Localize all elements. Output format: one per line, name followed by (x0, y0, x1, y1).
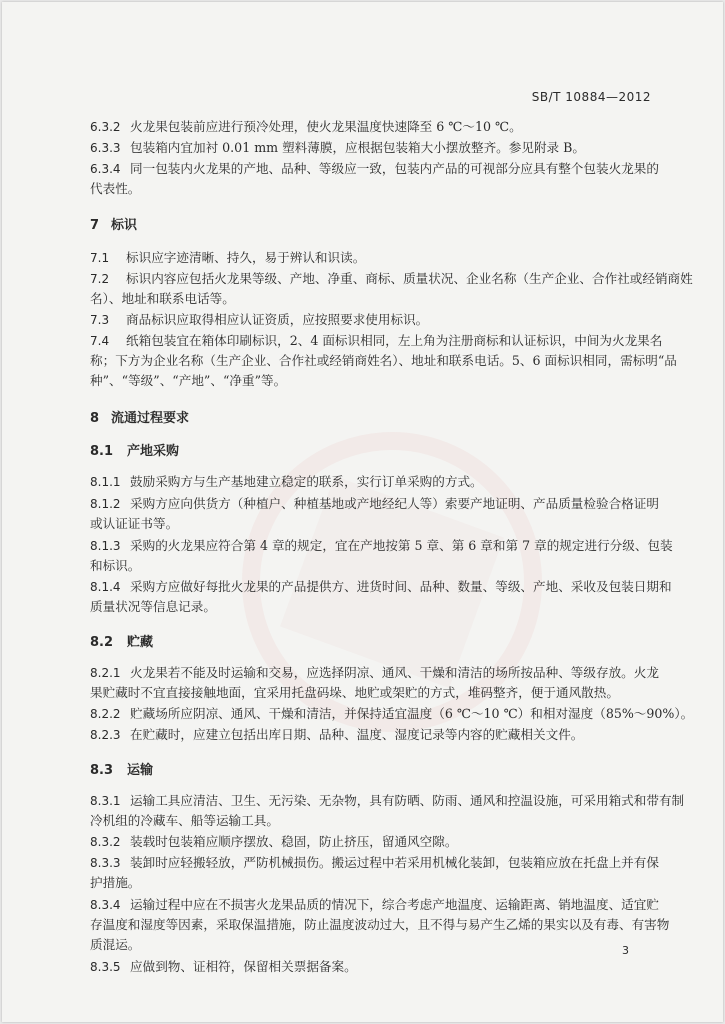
clause-text: 鼓励采购方与生产基地建立稳定的联系，实行订单采购的方式。 (130, 474, 483, 489)
clause-text: 质量状况等信息记录。 (90, 599, 216, 614)
clause-8-1-2-cont (90, 515, 178, 533)
clause-number: 8.3.5 (90, 960, 121, 974)
clause-6-3-2 (90, 118, 522, 136)
clause-text: 采购的火龙果应符合第 4 章的规定，宜在产地按第 5 章、第 6 章和第 7 章的规定进行分级、包装 (130, 538, 673, 553)
clause-7-4-cont2 (90, 372, 286, 390)
clause-8-1-3-cont (90, 557, 140, 575)
clause-8-3-1 (90, 792, 684, 810)
clause-8-2-2 (90, 705, 693, 723)
clause-text: 采购方应做好每批火龙果的产品提供方、进货时间、品种、数量、等级、产地、采收及包装日期和 (130, 579, 672, 594)
clause-text: 种”、“等级”、“产地”、“净重”等。 (90, 373, 287, 388)
section-title: 产地采购 (127, 444, 180, 459)
clause-text: 运输工具应清洁、卫生、无污染、无杂物，具有防晒、防雨、通风和控温设施，可采用箱式和带有制 (130, 793, 685, 808)
section-7-heading (90, 214, 137, 233)
clause-text: 存温度和湿度等因素，采取保温措施，防止温度波动过大，且不得与易产生乙烯的果实以及有毒、有害物 (90, 917, 670, 932)
clause-text: 质混运。 (90, 937, 141, 952)
clause-text: 火龙果包装前应进行预冷处理，使火龙果温度快速降至 6 ℃～10 ℃。 (130, 119, 522, 134)
clause-8-3-3 (90, 854, 659, 872)
clause-number: 6.3.4 (90, 162, 121, 176)
clause-8-3-4-cont1 (90, 916, 669, 934)
clause-text: 冷机组的冷藏车、船等运输工具。 (90, 813, 279, 828)
clause-text: 火龙果若不能及时运输和交易，应选择阴凉、通风、干燥和清洁的场所按品种、等级存放。火龙 (130, 665, 659, 680)
section-title: 贮藏 (127, 635, 154, 650)
clause-text: 应做到物、证相符，保留相关票据备案。 (130, 959, 357, 974)
clause-number: 8.1.1 (90, 475, 121, 489)
clause-8-1-2 (90, 495, 659, 513)
section-title: 标识 (111, 218, 138, 233)
clause-8-2-3 (90, 726, 583, 744)
clause-text: 称；下方为企业名称（生产企业、合作社或经销商姓名）、地址和联系电话。5、6 面标识相同，需标明“品 (90, 353, 677, 368)
clause-text: 装卸时应轻搬轻放，严防机械损伤。搬运过程中若采用机械化装卸，包装箱应放在托盘上并有保 (130, 855, 659, 870)
section-title: 流通过程要求 (111, 411, 190, 426)
clause-6-3-4-cont (90, 180, 140, 198)
section-number: 8.2 (90, 635, 114, 650)
section-8-heading (90, 407, 189, 426)
clause-number: 8.3.4 (90, 898, 121, 912)
clause-8-2-1-cont (90, 684, 619, 702)
clause-8-3-4-cont2 (90, 936, 140, 954)
clause-text: 护措施。 (90, 875, 141, 890)
clause-text: 纸箱包装宜在箱体印刷标识，2、4 面标识相同，左上角为注册商标和认证标识，中间为火龙果名 (126, 333, 663, 348)
clause-number: 8.1.3 (90, 539, 121, 553)
clause-text: 采购方应向供货方（种植户、种植基地或产地经纪人等）索要产地证明、产品质量检验合格证明 (130, 496, 659, 511)
clause-8-1-3 (90, 537, 673, 555)
clause-number: 7.3 (90, 313, 110, 327)
section-title: 运输 (127, 763, 154, 778)
section-8-2-heading (90, 631, 153, 650)
page-number: 3 (622, 944, 629, 957)
section-number: 8.3 (90, 763, 114, 778)
clause-text: 运输过程中应在不损害火龙果品质的情况下，综合考虑产地温度、运输距离、销地温度、适宜贮 (130, 897, 659, 912)
clause-number: 8.2.1 (90, 666, 121, 680)
standard-code: SB/T 10884—2012 (531, 90, 651, 104)
clause-number: 6.3.2 (90, 120, 121, 134)
clause-text: 标识应字迹清晰、持久，易于辨认和识读。 (126, 250, 366, 265)
clause-number: 8.2.2 (90, 707, 121, 721)
clause-text: 标识内容应包括火龙果等级、产地、净重、商标、质量状况、企业名称（生产企业、合作社或经销商姓 (126, 271, 693, 286)
clause-8-3-1-cont (90, 812, 279, 830)
clause-text: 商品标识应取得相应认证资质，应按照要求使用标识。 (126, 312, 429, 327)
clause-number: 8.3.1 (90, 794, 121, 808)
clause-6-3-3 (90, 139, 585, 157)
clause-8-3-4 (90, 896, 659, 914)
section-8-1-heading (90, 440, 179, 459)
clause-text: 包装箱内宜加衬 0.01 mm 塑料薄膜，应根据包装箱大小摆放整齐。参见附录 B。 (130, 140, 586, 155)
clause-7-2-cont (90, 290, 235, 308)
clause-8-3-2 (90, 833, 457, 851)
clause-number: 6.3.3 (90, 141, 121, 155)
clause-number: 7.1 (90, 251, 110, 265)
clause-7-4-cont1 (90, 352, 677, 370)
clause-number: 7.4 (90, 334, 110, 348)
clause-number: 8.3.3 (90, 856, 121, 870)
clause-text: 果贮藏时不宜直接接触地面，宜采用托盘码垛、地贮或架贮的方式，堆码整齐，便于通风散热。 (90, 685, 619, 700)
clause-8-1-4-cont (90, 598, 216, 616)
clause-7-1 (90, 249, 365, 267)
clause-8-3-3-cont (90, 874, 140, 892)
clause-7-2 (90, 270, 693, 288)
clause-number: 8.2.3 (90, 728, 121, 742)
section-number: 7 (90, 218, 100, 233)
clause-number: 8.1.2 (90, 497, 121, 511)
clause-8-1-1 (90, 473, 483, 491)
clause-text: 代表性。 (90, 181, 141, 196)
clause-8-1-4 (90, 578, 672, 596)
clause-8-3-5 (90, 958, 357, 976)
document-page (2, 2, 723, 1022)
clause-number: 8.3.2 (90, 835, 121, 849)
clause-text: 和标识。 (90, 558, 141, 573)
section-8-3-heading (90, 759, 153, 778)
clause-text: 装载时包装箱应顺序摆放、稳固，防止挤压，留通风空隙。 (130, 834, 458, 849)
clause-text: 或认证证书等。 (90, 516, 179, 531)
clause-6-3-4 (90, 160, 659, 178)
clause-number: 7.2 (90, 272, 110, 286)
section-number: 8.1 (90, 444, 114, 459)
clause-text: 同一包装内火龙果的产地、品种、等级应一致，包装内产品的可视部分应具有整个包装火龙果的 (130, 161, 659, 176)
clause-text: 贮藏场所应阴凉、通风、干燥和清洁，并保持适宜温度（6 ℃～10 ℃）和相对湿度（85%～90%）。 (130, 706, 694, 721)
clause-text: 名）、地址和联系电话等。 (90, 291, 235, 306)
clause-7-3 (90, 311, 428, 329)
section-number: 8 (90, 411, 100, 426)
clause-text: 在贮藏时，应建立包括出库日期、品种、温度、湿度记录等内容的贮藏相关文件。 (130, 727, 584, 742)
clause-8-2-1 (90, 664, 659, 682)
clause-7-4 (90, 332, 662, 350)
clause-number: 8.1.4 (90, 580, 121, 594)
